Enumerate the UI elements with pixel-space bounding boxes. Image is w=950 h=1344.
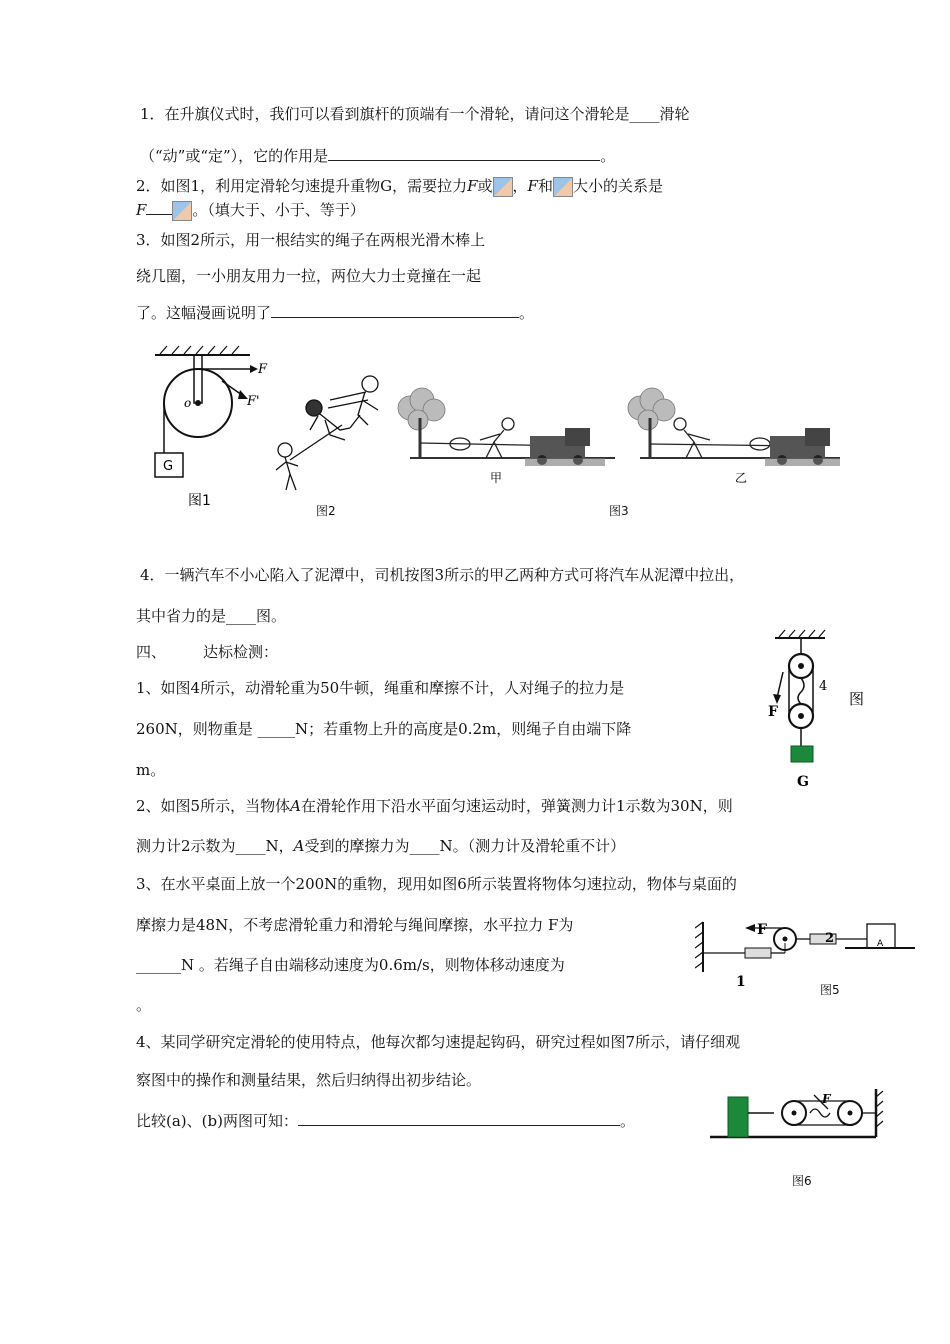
fig3-jia-label: 甲 [490, 471, 503, 485]
t2-line1-end: 在滑轮作用下沿水平面匀速运动时，弹簧测力计1示数为30N，则 [300, 797, 733, 815]
q1-line2 [140, 146, 615, 166]
fig1-F-label: F [258, 362, 268, 377]
t2-line2-text: 测力计2示数为____N， [136, 837, 294, 855]
fig5-1-label: 1 [736, 974, 746, 990]
t4-line1: 4、某同学研究定滑轮的使用特点，他每次都匀速提起钩码，研究过程如图7所示，请仔细观 [136, 1033, 741, 1051]
fig3-yi-label: 乙 [735, 471, 748, 485]
t2-line1-text: 2、如图5所示，当物体 [136, 797, 291, 815]
fig1-o-label: o [184, 396, 192, 410]
fig4-number: 4 [819, 679, 828, 694]
t2-line2-end: 受到的摩擦力为____N。（测力计及滑轮重不计） [304, 837, 626, 855]
t4-line3-end: 。 [619, 1112, 635, 1130]
broken-image-icon [172, 201, 192, 221]
t2-line1 [136, 796, 733, 816]
fig1-G-label: G [163, 459, 174, 474]
broken-image-icon [493, 177, 513, 197]
fig4-F-label: F [768, 704, 778, 720]
q2-line2-end: 。（填大于、小于、等于） [192, 201, 365, 219]
q2-or: 或 [477, 177, 493, 195]
figure-3a-jia [390, 378, 615, 488]
q1-line1: 1．在升旗仪式时，我们可以看到旗杆的顶端有一个滑轮，请问这个滑轮是____滑轮 [140, 105, 690, 123]
fig5-F-label: F [757, 922, 767, 938]
q2-and: 和 [537, 177, 553, 195]
t4-line3-text: 比较(a)、(b)两图可知： [136, 1112, 298, 1130]
figure-3b-yi [620, 378, 845, 488]
q2-line1-end: 大小的关系是 [572, 177, 663, 195]
t3-line1: 3、在水平桌面上放一个200N的重物，现用如图6所示装置将物体匀速拉动，物体与桌面的 [136, 875, 737, 893]
t2-A-symbol: A [290, 797, 301, 815]
fig4-tu: 图 [849, 690, 865, 708]
q1-line2-text: （“动”或“定”），它的作用是 [140, 147, 329, 165]
t4-line3 [136, 1111, 635, 1131]
section-title: 达标检测： [203, 643, 279, 661]
q3-line3-text: 了。这幅漫画说明了 [136, 304, 272, 322]
fig4-G-label: G [797, 774, 809, 790]
q3-line3 [136, 303, 534, 323]
figure-6-pulley-setup [710, 1085, 885, 1155]
fig2-caption-text: 图2 [316, 504, 336, 518]
q3-answer-blank[interactable] [271, 303, 519, 318]
t1-line1: 1、如图4所示，动滑轮重为50牛顿，绳重和摩擦不计，人对绳子的拉力是 [136, 679, 625, 697]
t2-line2 [136, 836, 625, 856]
q2-line1-text: 2．如图1，利用定滑轮匀速提升重物G，需要拉力 [136, 177, 468, 195]
q2-F-symbol-2: F [527, 177, 538, 195]
fig6-caption: 图6 [792, 1174, 812, 1188]
fig3-caption: 图3 [609, 504, 629, 518]
q2-F-symbol: F [467, 177, 478, 195]
fig1-F2-label: F' [247, 394, 260, 409]
q4-line1: 4．一辆汽车不小心陷入了泥潭中，司机按图3所示的甲乙两种方式可将汽车从泥潭中拉出， [140, 566, 745, 584]
q2-line1 [136, 176, 663, 197]
q2-comma: ， [512, 177, 528, 195]
t2-A-symbol-2: A [293, 837, 305, 855]
figure-5-horizontal-pulley [695, 912, 920, 1002]
t4-line2: 察图中的操作和测量结果，然后归纳得出初步结论。 [136, 1071, 482, 1089]
fig1-caption: 图1 [188, 493, 211, 509]
q3-line1: 3．如图2所示，用一根结实的绳子在两根光滑木棒上 [136, 231, 486, 249]
q3-line2: 绕几圈，一小朋友用力一拉，两位大力士竟撞在一起 [136, 267, 482, 285]
section-number: 四、 [136, 643, 167, 661]
fig6-F-label: F [822, 1092, 831, 1106]
t3-line3: ______N 。若绳子自由端移动速度为0.6m/s，则物体移动速度为 [136, 956, 565, 974]
q1-line2-end: 。 [600, 147, 616, 165]
q1-answer-blank[interactable] [328, 146, 600, 161]
broken-image-icon [553, 177, 573, 197]
figure-2-cartoon [270, 370, 390, 495]
t1-line2: 260N，则物重是 _____N；若重物上升的高度是0.2m，则绳子自由端下降 [136, 720, 632, 738]
t1-line3: m。 [136, 761, 166, 779]
q4-line2: 其中省力的是____图。 [136, 607, 287, 625]
t3-line2: 摩擦力是48N，不考虑滑轮重力和滑轮与绳间摩擦，水平拉力 F为 [136, 916, 574, 934]
q2-answer-blank[interactable] [146, 200, 172, 215]
q2-line2 [136, 200, 365, 221]
figure-1-fixed-pulley [150, 345, 275, 510]
fig5-A-label: A [877, 939, 884, 949]
fig5-2-label: 2 [825, 931, 835, 946]
q3-line3-end: 。 [519, 304, 535, 322]
q2-F-symbol-3: F [136, 201, 147, 219]
t4-answer-blank[interactable] [298, 1111, 620, 1126]
figure-4-pulley-block [765, 628, 875, 798]
fig5-caption: 图5 [820, 983, 840, 997]
t3-line4: 。 [136, 996, 152, 1014]
